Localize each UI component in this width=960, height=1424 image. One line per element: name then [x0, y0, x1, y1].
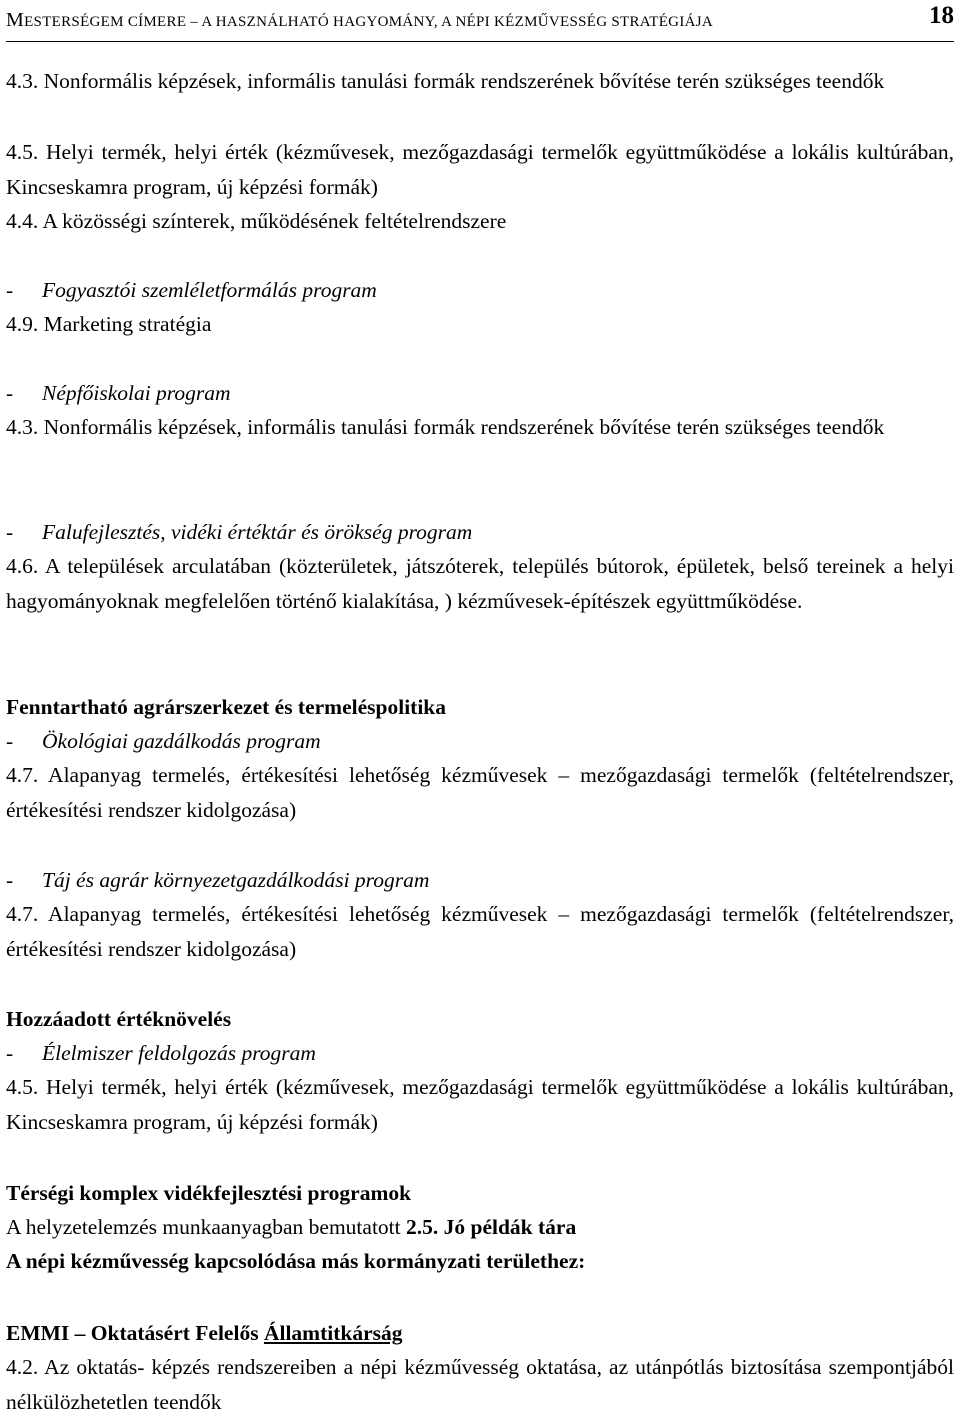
page-number: 18	[929, 2, 954, 29]
program-item-elelmiszer	[6, 1036, 954, 1071]
program-item-fogyasztoi	[6, 273, 954, 308]
page-header	[6, 0, 954, 40]
section-heading-tersegi: Térségi komplex vidékfejlesztési programok	[6, 1181, 412, 1205]
paragraph-helyzetelemzes	[6, 1210, 954, 1245]
paragraph-4-3-repeat: 4.3. Nonformális képzések, informális tanulási formák rendszerének bővítése terén szükséges teendők	[6, 415, 885, 439]
paragraph-4-9: 4.9. Marketing stratégia	[6, 312, 212, 336]
paragraph-4-3: 4.3. Nonformális képzések, informális tanulási formák rendszerének bővítése terén szükséges teendők	[6, 69, 885, 93]
paragraph-4-6: 4.6. A települések arculatában (közterületek, játszóterek, település bútorok, épületek, belső tereinek a helyi hagyományoknak megfelelően történő kialakítása, ) kézművesek-építészek együttműködése.	[6, 554, 954, 613]
list-dash: -	[6, 1041, 14, 1065]
program-item-taj-agrar	[6, 863, 954, 898]
section-heading-kapcsolodas: A népi kézművesség kapcsolódása más kormányzati területhez:	[6, 1249, 586, 1273]
running-title	[6, 9, 713, 32]
header-rule	[6, 41, 954, 42]
paragraph-4-4: 4.4. A közösségi színterek, működésének feltételrendszere	[6, 209, 507, 233]
program-title: Élelmiszer feldolgozás program	[42, 1041, 316, 1065]
section-heading-emmi	[6, 1316, 954, 1351]
program-title: Falufejlesztés, vidéki értéktár és örökség program	[42, 520, 473, 544]
list-dash: -	[6, 381, 14, 405]
program-title: Ökológiai gazdálkodás program	[42, 729, 321, 753]
list-dash: -	[6, 520, 14, 544]
list-dash: -	[6, 868, 14, 892]
program-item-nepfoiskolai	[6, 376, 954, 411]
paragraph-4-7: 4.7. Alapanyag termelés, értékesítési lehetőség kézművesek – mezőgazdasági termelők (feltételrendszer, értékesítési rendszer kidolgozása)	[6, 763, 954, 822]
program-title: Népfőiskolai program	[42, 381, 231, 405]
program-title: Fogyasztói szemléletformálás program	[42, 278, 377, 302]
section-heading-fenntarthato: Fenntartható agrárszerkezet és termeléspolitika	[6, 695, 447, 719]
paragraph-4-2: 4.2. Az oktatás- képzés rendszereiben a népi kézművesség oktatása, az utánpótlás biztosítása szempontjából nélkülözhetetlen teendők	[6, 1355, 954, 1414]
program-item-falufejlesztes	[6, 515, 954, 550]
paragraph-4-5-repeat: 4.5. Helyi termék, helyi érték (kézművesek, mezőgazdasági termelők együttműködése a lokális kultúrában, Kincseskamra program, új képzési formák)	[6, 1075, 954, 1134]
running-title-initial: M	[6, 9, 25, 31]
section-heading-hozzaadott: Hozzáadott értéknövelés	[6, 1007, 232, 1031]
paragraph-4-7-repeat: 4.7. Alapanyag termelés, értékesítési lehetőség kézművesek – mezőgazdasági termelők (feltételrendszer, értékesítési rendszer kidolgozása)	[6, 902, 954, 961]
paragraph-bold-reference: 2.5. Jó példák tára	[406, 1215, 577, 1239]
list-dash: -	[6, 729, 14, 753]
paragraph-text: A helyzetelemzés munkaanyagban bemutatott	[6, 1215, 406, 1239]
list-dash: -	[6, 278, 14, 302]
heading-underlined-text: Államtitkárság	[263, 1321, 403, 1345]
program-title: Táj és agrár környezetgazdálkodási program	[42, 868, 430, 892]
heading-text: EMMI – Oktatásért Felelős	[6, 1321, 264, 1345]
running-title-rest: ESTERSÉGEM CÍMERE – A HASZNÁLHATÓ HAGYOMÁNY, A NÉPI KÉZMŰVESSÉG STRATÉGIÁJA	[24, 14, 714, 30]
paragraph-4-5: 4.5. Helyi termék, helyi érték (kézművesek, mezőgazdasági termelők együttműködése a lokális kultúrában, Kincseskamra program, új képzési formák)	[6, 140, 954, 199]
program-item-okologiai	[6, 724, 954, 759]
